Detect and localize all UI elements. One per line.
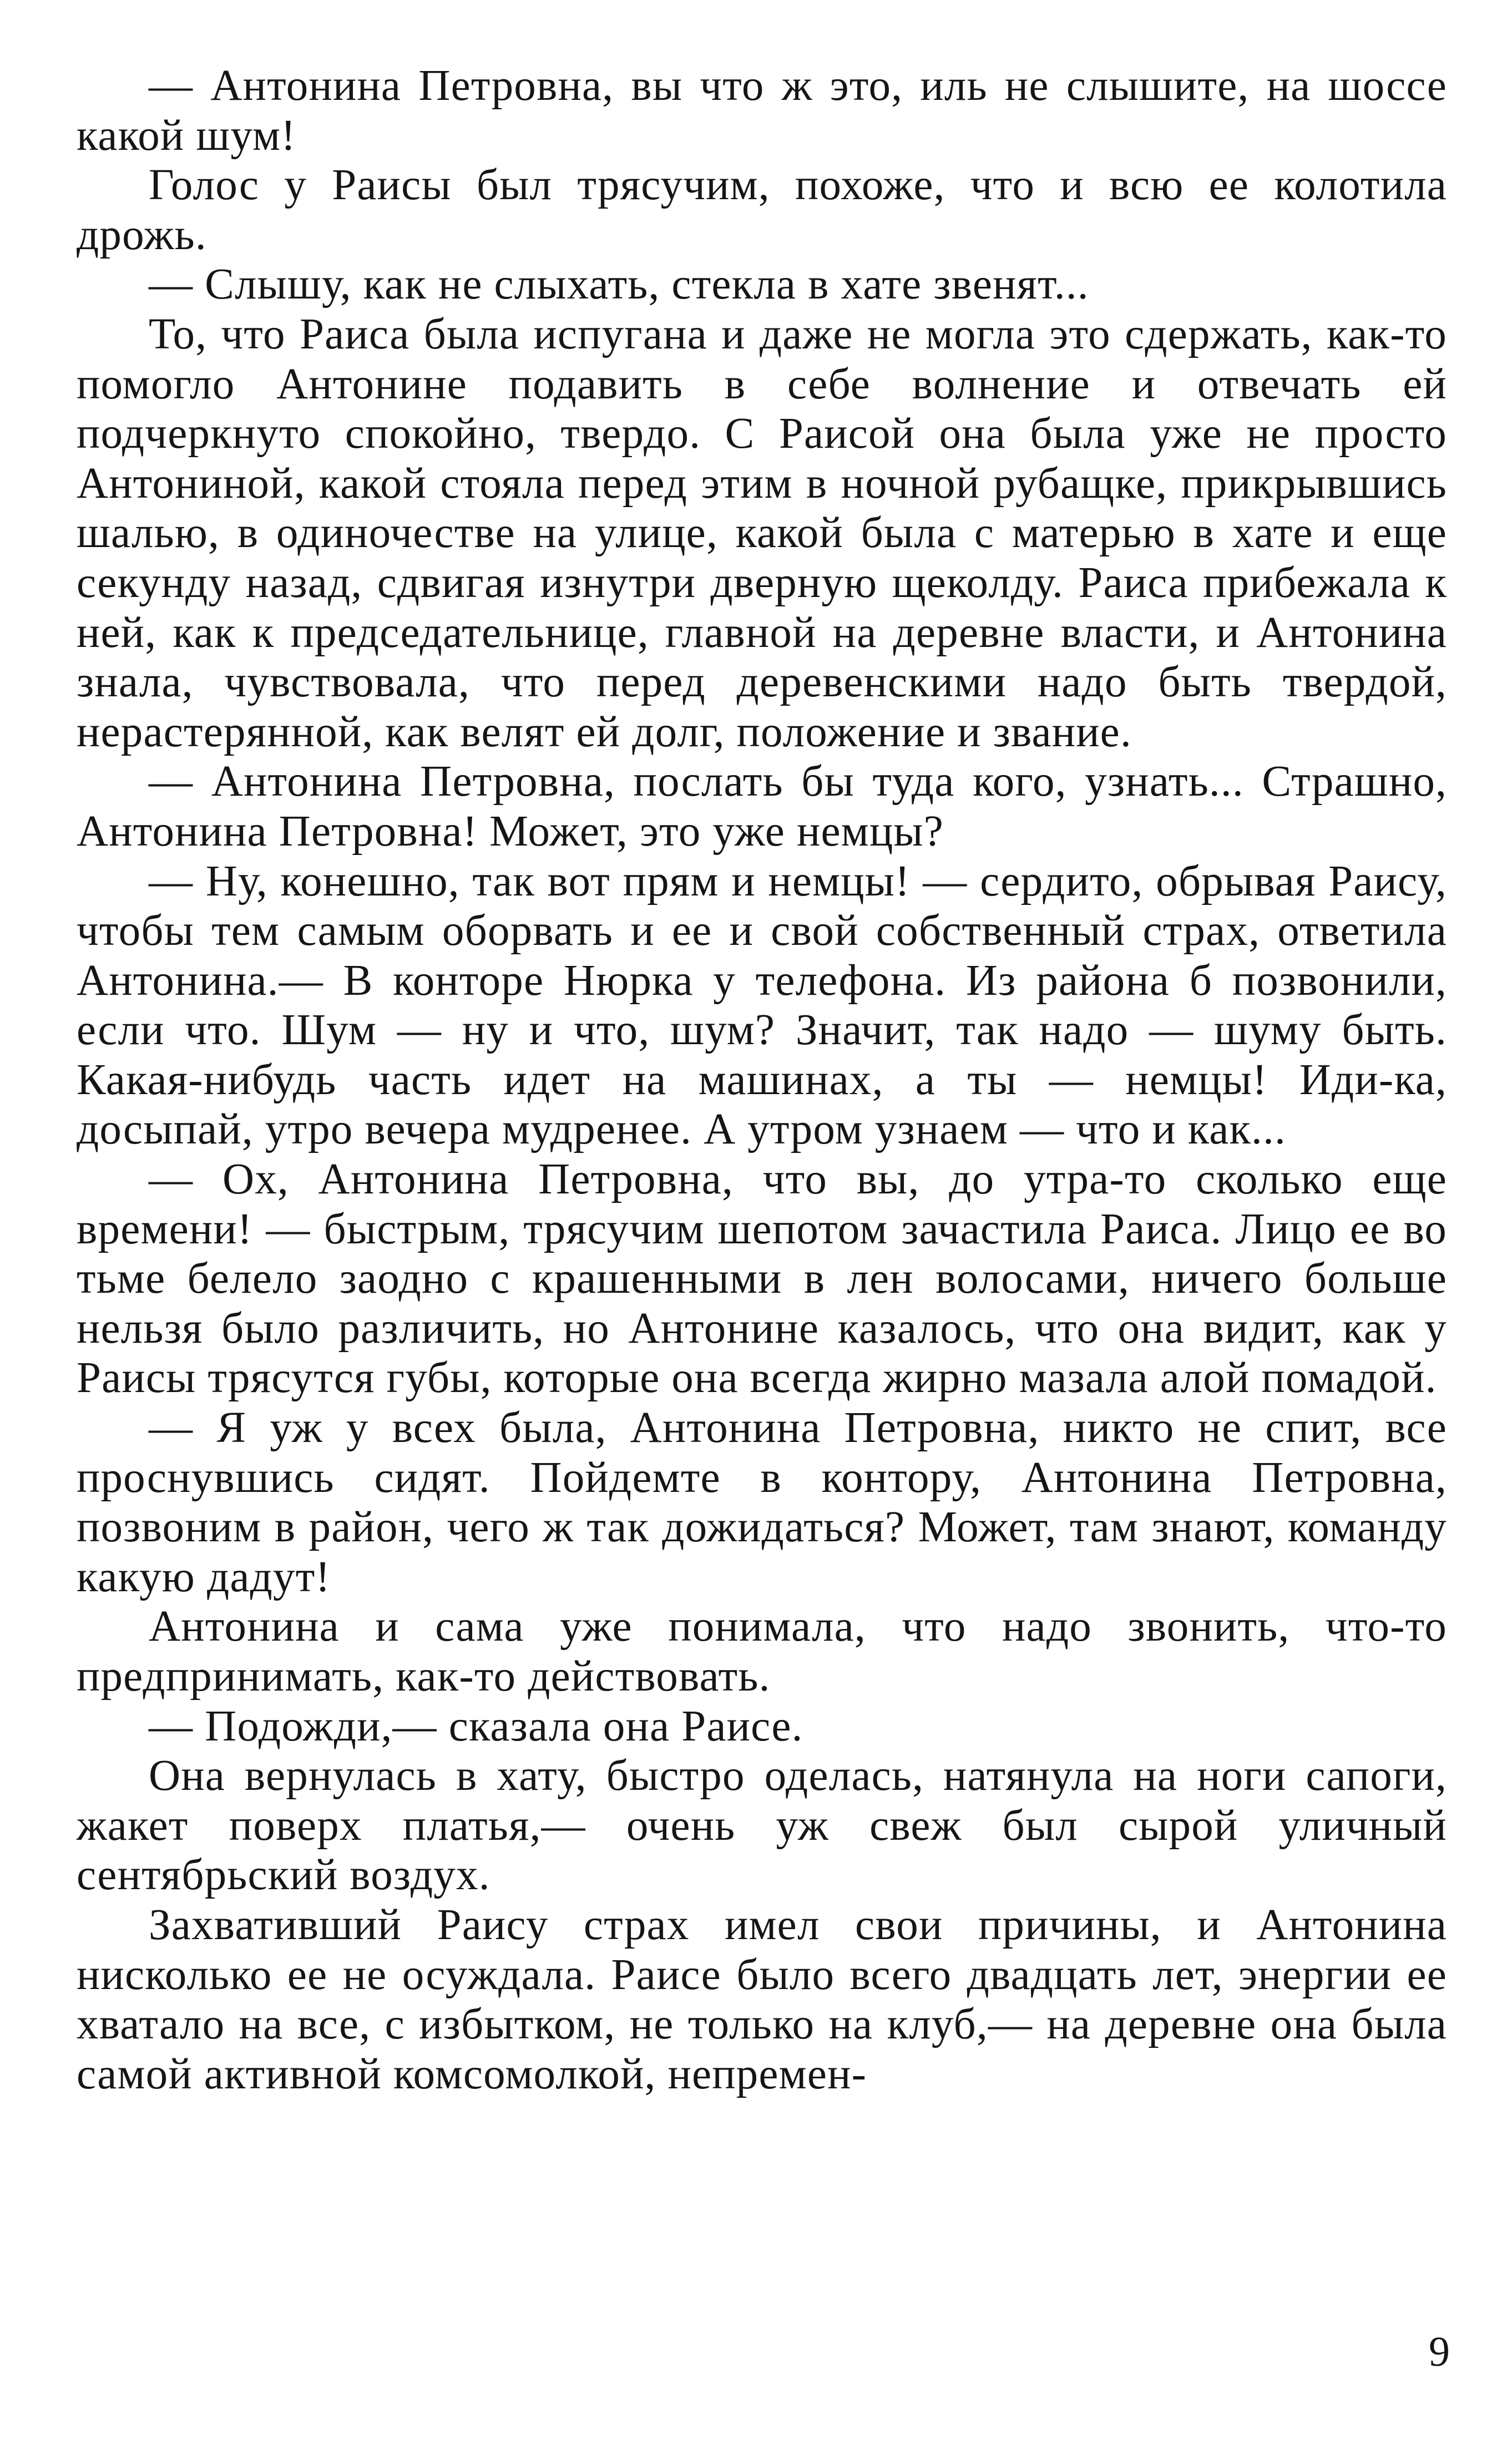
- page-number: 9: [1429, 2329, 1450, 2375]
- paragraph-10: — Подожди,— сказала она Раисе.: [149, 1702, 803, 1750]
- paragraph-6: — Ну, конешно, так вот прям и немцы! — сердито, обрывая Раису, чтобы тем самым оборвать и ее и свой собственный страх, ответила Антонина.— В конторе Нюрка у телефона. Из района б позвонили, если что. Шум — ну и что, шум? Значит, так надо — шуму быть. Какая-нибудь часть идет на машинах, а ты — немцы! Иди-ка, досыпай, утро вечера мудренее. А утром узнаем — что и как...: [77, 857, 1447, 1154]
- paragraph-2: Голос у Раисы был трясучим, похоже, что и всю ее колотила дрожь.: [77, 161, 1447, 259]
- paragraph-5: — Антонина Петровна, послать бы туда кого, узнать... Страшно, Антонина Петровна! Может, это уже немцы?: [77, 757, 1447, 856]
- paragraph-12: Захвативший Раису страх имел свои причины, и Антонина нисколько ее не осуждала. Раисе было всего двадцать лет, энергии ее хватало на все, с избытком, не только на клуб,— на деревне она была самой активной комсомолкой, непремен-: [77, 1900, 1447, 2098]
- paragraph-1: — Антонина Петровна, вы что ж это, иль не слышите, на шоссе какой шум!: [77, 62, 1447, 160]
- paragraph-4: То, что Раиса была испугана и даже не могла это сдержать, как-то помогло Антонине подавить в себе волнение и отвечать ей подчеркнуто спокойно, твердо. С Раисой она была уже не просто Антониной, какой стояла перед этим в ночной рубащке, прикрывшись шалью, в одиночестве на улице, какой была с матерью в хате и еще секунду назад, сдвигая изнутри дверную щеколду. Раиса прибежала к ней, как к председательнице, главной на деревне власти, и Антонина знала, чувствовала, что перед деревенскими надо быть твердой, нерастерянной, как велят ей долг, положение и звание.: [77, 310, 1447, 756]
- paragraph-7: — Ох, Антонина Петровна, что вы, до утра-то сколько еще времени! — быстрым, трясучим шепотом зачастила Раиса. Лицо ее во тьме белело заодно с крашенными в лен волосами, ничего больше нельзя было различить, но Антонине казалось, что она видит, как у Раисы трясутся губы, которые она всегда жирно мазала алой помадой.: [77, 1155, 1447, 1403]
- paragraph-3: — Слышу, как не слыхать, стекла в хате звенят...: [149, 260, 1089, 309]
- paragraph-11: Она вернулась в хату, быстро оделась, натянула на ноги сапоги, жакет поверх платья,— очень уж свеж был сырой уличный сентябрьский воздух.: [77, 1752, 1447, 1900]
- page-body: [77, 61, 1447, 2099]
- paragraph-9: Антонина и сама уже понимала, что надо звонить, что-то предпринимать, как-то действовать.: [77, 1602, 1447, 1701]
- paragraph-8: — Я уж у всех была, Антонина Петровна, никто не спит, все проснувшись сидят. Пойдемте в контору, Антонина Петровна, позвоним в район, чего ж так дожидаться? Может, там знают, команду какую дадут!: [77, 1404, 1447, 1601]
